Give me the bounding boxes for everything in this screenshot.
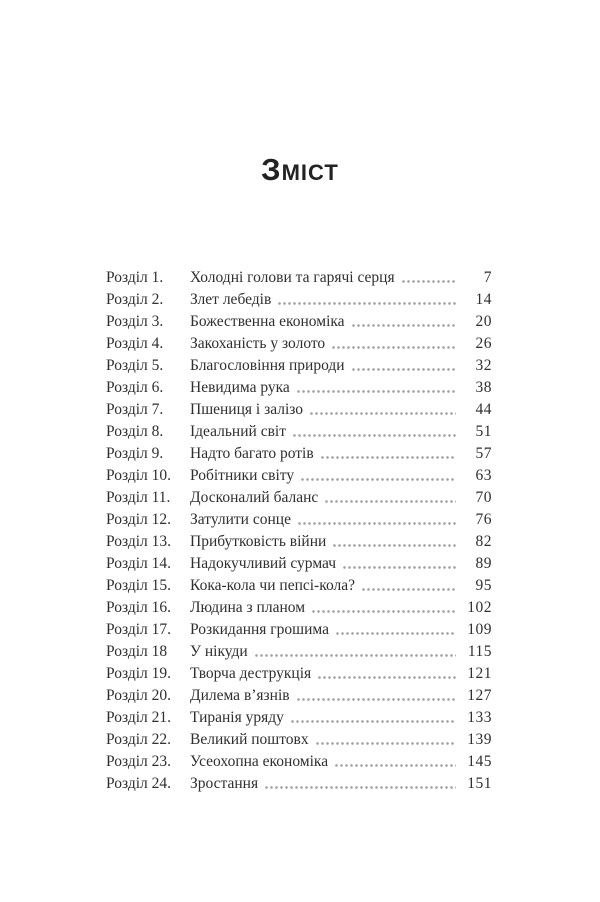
chapter-label: Розділ 15. xyxy=(106,577,172,594)
toc-row xyxy=(106,333,492,355)
table-of-contents xyxy=(106,267,492,795)
dot-leader-line xyxy=(321,456,456,459)
dot-leader-line xyxy=(316,742,456,745)
chapter-page-number: 51 xyxy=(475,423,492,440)
toc-row xyxy=(106,751,492,773)
dot-leader-line xyxy=(297,390,456,393)
chapter-label: Розділ 11. xyxy=(106,489,171,506)
chapter-title: Затулити сонце xyxy=(190,511,291,528)
chapter-title: Закоханість у золото xyxy=(190,335,326,352)
dot-leader-line xyxy=(362,588,456,591)
chapter-page-number: 121 xyxy=(467,665,492,682)
dot-leader-line xyxy=(298,522,456,525)
dot-leader-line xyxy=(255,654,456,657)
toc-row xyxy=(106,707,492,729)
chapter-page-number: 145 xyxy=(467,753,492,770)
dot-leader-line xyxy=(343,566,456,569)
chapter-title: Дилема в’язнів xyxy=(190,687,290,704)
chapter-title: Людина з планом xyxy=(190,599,306,616)
chapter-page-number: 82 xyxy=(475,533,492,550)
chapter-title: Усеохопна економіка xyxy=(190,753,329,770)
toc-row xyxy=(106,729,492,751)
chapter-page-number: 70 xyxy=(475,489,492,506)
chapter-page-number: 139 xyxy=(467,731,492,748)
chapter-page-number: 151 xyxy=(467,775,492,792)
toc-row xyxy=(106,575,492,597)
toc-row xyxy=(106,377,492,399)
toc-row xyxy=(106,355,492,377)
chapter-title: Невидима рука xyxy=(190,379,290,396)
dot-leader-line xyxy=(293,434,456,437)
toc-row xyxy=(106,487,492,509)
chapter-page-number: 115 xyxy=(467,643,492,660)
chapter-label: Розділ 23. xyxy=(106,753,172,770)
chapter-label: Розділ 20. xyxy=(106,687,172,704)
chapter-label: Розділ 7. xyxy=(106,401,164,418)
chapter-label: Розділ 10. xyxy=(106,467,172,484)
chapter-label: Розділ 17. xyxy=(106,621,172,638)
dot-leader-line xyxy=(336,632,456,635)
chapter-title: У нікуди xyxy=(190,643,248,660)
toc-row xyxy=(106,531,492,553)
toc-row xyxy=(106,553,492,575)
toc-row xyxy=(106,311,492,333)
chapter-title: Божественна економіка xyxy=(190,313,345,330)
chapter-label: Розділ 9. xyxy=(106,445,164,462)
dot-leader-line xyxy=(352,324,456,327)
chapter-page-number: 89 xyxy=(475,555,492,572)
chapter-title: Великий поштовх xyxy=(190,731,309,748)
chapter-label: Розділ 1. xyxy=(106,269,164,286)
toc-row xyxy=(106,597,492,619)
chapter-label: Розділ 21. xyxy=(106,709,172,726)
toc-row xyxy=(106,421,492,443)
toc-row xyxy=(106,663,492,685)
chapter-label: Розділ 2. xyxy=(106,291,164,308)
toc-row xyxy=(106,289,492,311)
chapter-page-number: 44 xyxy=(475,401,492,418)
chapter-page-number: 133 xyxy=(467,709,492,726)
chapter-title: Благословіння природи xyxy=(190,357,345,374)
toc-row xyxy=(106,465,492,487)
chapter-title: Творча деструкція xyxy=(190,665,312,682)
chapter-page-number: 20 xyxy=(475,313,492,330)
toc-row xyxy=(106,641,492,663)
chapter-label: Розділ 5. xyxy=(106,357,164,374)
chapter-title: Тиранія уряду xyxy=(190,709,284,726)
chapter-label: Розділ 14. xyxy=(106,555,172,572)
toc-row xyxy=(106,773,492,795)
chapter-title: Прибутковість війни xyxy=(190,533,327,550)
chapter-title: Робітники світу xyxy=(190,467,295,484)
dot-leader-line xyxy=(332,346,456,349)
chapter-page-number: 14 xyxy=(475,291,492,308)
chapter-title: Розкидання грошима xyxy=(190,621,329,638)
chapter-label: Розділ 12. xyxy=(106,511,172,528)
chapter-page-number: 102 xyxy=(467,599,492,616)
chapter-label: Розділ 16. xyxy=(106,599,172,616)
dot-leader-line xyxy=(297,698,456,701)
chapter-label: Розділ 4. xyxy=(106,335,164,352)
chapter-title: Надокучливий сурмач xyxy=(190,555,337,572)
toc-row xyxy=(106,267,492,289)
chapter-page-number: 63 xyxy=(475,467,492,484)
chapter-title: Злет лебедів xyxy=(190,291,272,308)
chapter-label: Розділ 19. xyxy=(106,665,172,682)
chapter-page-number: 127 xyxy=(467,687,492,704)
chapter-page-number: 57 xyxy=(475,445,492,462)
chapter-title: Досконалий баланс xyxy=(190,489,319,506)
chapter-page-number: 109 xyxy=(467,621,492,638)
chapter-title: Зростання xyxy=(190,775,259,792)
dot-leader-line xyxy=(352,368,456,371)
toc-row xyxy=(106,399,492,421)
page-title: Зміст xyxy=(261,152,339,187)
dot-leader-line xyxy=(318,676,456,679)
chapter-page-number: 32 xyxy=(475,357,492,374)
chapter-label: Розділ 24. xyxy=(106,775,172,792)
dot-leader-line xyxy=(402,280,456,283)
toc-row xyxy=(106,619,492,641)
chapter-title: Кока-кола чи пепсі-кола? xyxy=(190,577,355,594)
dot-leader-line xyxy=(335,764,456,767)
chapter-page-number: 76 xyxy=(475,511,492,528)
chapter-title: Надто багато ротів xyxy=(190,445,314,462)
chapter-title: Ідеальний світ xyxy=(190,423,286,440)
toc-row xyxy=(106,443,492,465)
dot-leader-line xyxy=(265,786,456,789)
chapter-label: Розділ 22. xyxy=(106,731,172,748)
chapter-label: Розділ 13. xyxy=(106,533,172,550)
chapter-label: Розділ 6. xyxy=(106,379,164,396)
dot-leader-line xyxy=(301,478,456,481)
chapter-page-number: 38 xyxy=(475,379,492,396)
chapter-page-number: 26 xyxy=(475,335,492,352)
toc-row xyxy=(106,509,492,531)
toc-row xyxy=(106,685,492,707)
chapter-page-number: 7 xyxy=(483,269,492,286)
dot-leader-line xyxy=(325,500,456,503)
chapter-title: Холодні голови та гарячі серця xyxy=(190,269,395,286)
dot-leader-line xyxy=(291,720,456,723)
chapter-title: Пшениця і залізо xyxy=(190,401,304,418)
dot-leader-line xyxy=(312,610,456,613)
dot-leader-line xyxy=(310,412,456,415)
chapter-page-number: 95 xyxy=(475,577,492,594)
chapter-label: Розділ 18 xyxy=(106,643,168,660)
chapter-label: Розділ 3. xyxy=(106,313,164,330)
chapter-label: Розділ 8. xyxy=(106,423,164,440)
dot-leader-line xyxy=(333,544,456,547)
dot-leader-line xyxy=(278,302,456,305)
